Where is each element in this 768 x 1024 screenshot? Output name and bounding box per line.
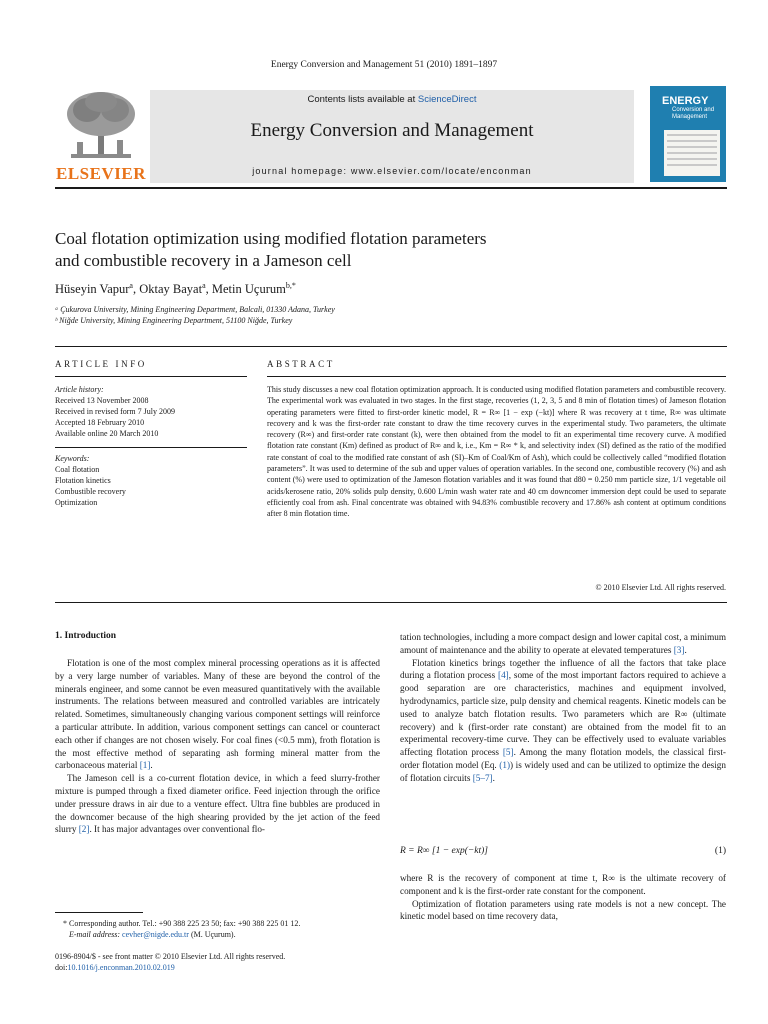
journal-citation: Energy Conversion and Management 51 (2010) 1891–1897 [270, 60, 498, 70]
author-name: Oktay Bayat [139, 282, 203, 297]
paragraph: Flotation kinetics brings together the influence of all the factors that take place during a flotation process [4], some of the most important factors required to achieve a good separation are ore characteristics, machines and equipment involved, hydrodynamics, particle size, pulp density and chemical reagents. Kinetic models can be used to analyze batch flotation results. Two parameters which are R∞ (ultimate recovery) and k (first-order rate constant) are obtained from the model fit to an experimental recovery-time curve. They can be effectively used to evaluate variables affecting flotation process [5]. Among the many flotation models, the classical first-order flotation model (Eq. (1)) is widely used and can be utilized to optimize the design of flotation circuits [5–7]. [400, 657, 726, 783]
keyword: Combustible recovery [55, 487, 126, 496]
contents-line [150, 94, 634, 105]
sciencedirect-link[interactable]: ScienceDirect [417, 94, 477, 105]
email-link[interactable]: cevher@nigde.edu.tr [122, 930, 189, 939]
author-list: Hüseyin Vapur$^a$, Oktay Bayat$^a$, Metin Uçurum$^{b,*}$ [55, 281, 296, 297]
author-affil-mark: b,* [285, 281, 296, 290]
citation-link[interactable]: [2] [78, 824, 90, 835]
equation-number: (1) [714, 846, 726, 856]
copyright-notice: © 2010 Elsevier Ltd. All rights reserved. [595, 583, 726, 592]
elsevier-tree-icon [63, 90, 139, 162]
doi-label: doi: [55, 963, 68, 972]
paragraph: Flotation is one of the most complex mineral processing operations as it is affected by a very large number of variables. Many of these are beyond the control of the minerals engineer, and some cannot be even measured quantitatively with the available instruments. The relations between measured and controlled variables are intricately related. Sometimes, simultaneously changing various component settings will reinforce a particular attribute. In addition, various component settings can cancel or counteract each other if changes are not chosen wisely. For coal fines (<0.5 mm), froth flotation is the most effective method of separating ash forming mineral matter from the carbonaceous material [1]. [55, 658, 380, 771]
divider [55, 447, 247, 448]
keyword: Coal flotation [55, 465, 100, 474]
history-label: Article history: [55, 385, 104, 394]
cover-contents-graphic [664, 130, 720, 176]
article-info-heading: ARTICLE INFO [55, 359, 147, 369]
header-rule [55, 187, 727, 189]
citation-link[interactable]: [5–7] [472, 772, 493, 783]
journal-header-band [150, 90, 634, 183]
contents-prefix: Contents lists available at [307, 94, 418, 105]
citation-link[interactable]: [3] [673, 644, 685, 655]
author-name: Hüseyin Vapur [55, 282, 130, 297]
abstract-text: This study discusses a new coal flotation optimization approach. It is conducted using modified flotation parameters and combustible recovery. The experimental work was evaluated in two stages. In the first stage, recoveries (1, 2, 3, 5 and 8 min of flotation times) of Jameson flotation operating parameters were fitted to first-order kinetic model, R = R∞ [1 − exp (−kt)] where R was recovery at t time, R∞ was ultimate recovery and k was the first-order rate constant to draw the time recovery curves in the experimental study. Two parameters, the ultimate recovery (R∞) and first-order rate constant (k), were then obtained from the model to fit an experimental time recovery curve. A modified flotation rate constant (Km) defined as product of R∞ and k, i.e., Km = R∞ * k, and selectivity index (SI) defined as the ratio of the modified rate constant of coal to the modified rate constant of ash (SI)–Km of Coal/Km of Ash), which could be collectively called “modified flotation parameters”. It was used to determine of the sub and upper values of operation variables. In the second one, combustible recovery (%) and ash content (%) were used to optimization of the Jameson flotation variables and it was found that d80 = 0.250 mm particle size, 1/1 vegetable oil acids/kerosene ratio, 20% solids pulp density, 0.600 L/min wash water rate and 40 cm downcomer immersion dept could be used to separate efficiently coal from ash. Final concentrate was obtained with 94.83% combustible recovery and 17.86% ash content at optimum conditions after 8 min flotation time. [267, 385, 726, 519]
online-date: Available online 20 March 2010 [55, 429, 159, 438]
paragraph: where R is the recovery of component at time t, R∞ is the ultimate recovery of component and k is the first-order rate constant for the component. [400, 873, 726, 896]
issn-info [55, 951, 455, 973]
accepted-date: Accepted 18 February 2010 [55, 418, 145, 427]
journal-title: Energy Conversion and Management [250, 120, 534, 141]
doi-link[interactable]: 10.1016/j.enconman.2010.02.019 [67, 963, 175, 972]
author-affil-mark: a [202, 281, 206, 290]
elsevier-logo [55, 90, 147, 183]
abstract-heading: ABSTRACT [267, 359, 335, 369]
keywords-label: Keywords: [55, 454, 90, 463]
paragraph: The Jameson cell is a co-current flotation device, in which a feed slurry-frother mixture is pumped through a fixed diameter orifice. Feed injection through the orifice under pressure draws in air due to a venture effect. Ultra fine bubbles are produced in the downcomer because of the high shearing provided by the jet action of the feed slurry [2]. It has major advantages over conventional flo- [55, 773, 380, 835]
author-affil-mark: a [129, 281, 133, 290]
citation-link[interactable]: [5] [502, 747, 514, 758]
article-history [55, 384, 255, 439]
journal-homepage[interactable]: journal homepage: www.elsevier.com/locate/enconman [252, 166, 532, 176]
paragraph: tation technologies, including a more compact design and lower capital cost, a minimum amount of maintenance and the ability to operate at elevated temperatures [3]. [400, 632, 726, 655]
affiliation-b: ᵇ Niğde University, Mining Engineering Department, 51100 Niğde, Turkey [55, 316, 293, 325]
revised-date: Received in revised form 7 July 2009 [55, 407, 175, 416]
author-name: Metin Uçurum [211, 282, 286, 297]
cover-subtitle: Conversion and Management [672, 107, 715, 120]
divider [55, 602, 727, 603]
equation-body: R = R∞ [1 − exp(−kt)] [400, 846, 488, 856]
journal-cover-image [650, 86, 726, 182]
citation-link[interactable]: [4] [498, 670, 509, 681]
equation-link[interactable]: (1) [499, 759, 511, 770]
received-date: Received 13 November 2008 [55, 396, 149, 405]
cover-title: ENERGY [662, 95, 709, 107]
footnote-rule [55, 912, 143, 913]
citation-link[interactable]: [1] [139, 760, 151, 771]
right-column-text [400, 631, 726, 785]
section-heading: 1. Introduction [55, 631, 117, 641]
email-suffix: (M. Uçurum). [188, 930, 236, 939]
divider [55, 376, 247, 377]
keyword: Optimization [55, 498, 98, 507]
right-column-continued [400, 872, 726, 923]
corresponding-author-note [55, 918, 385, 940]
keywords [55, 453, 255, 508]
keyword: Flotation kinetics [55, 476, 111, 485]
email-label: E-mail address: [69, 930, 123, 939]
affiliation-a: ᵃ Çukurova University, Mining Engineering Department, Balcali, 01330 Adana, Turkey [55, 305, 335, 314]
divider [267, 376, 726, 377]
divider [55, 346, 727, 347]
equation-1 [400, 846, 726, 856]
corresponding-author: * Corresponding author. Tel.: +90 388 225 23 50; fax: +90 388 225 01 12. [63, 919, 301, 928]
issn-line: 0196-8904/$ - see front matter © 2010 Elsevier Ltd. All rights reserved. [55, 952, 286, 961]
title-line-2: and combustible recovery in a Jameson cell [55, 251, 352, 270]
left-column-text [55, 657, 380, 836]
paragraph: Optimization of flotation parameters using rate models is not a new concept. The kinetic model based on time recovery data, [400, 898, 726, 922]
publisher-name: ELSEVIER [56, 164, 146, 183]
paper-title [55, 228, 675, 272]
title-line-1: Coal flotation optimization using modified flotation parameters [55, 229, 487, 248]
